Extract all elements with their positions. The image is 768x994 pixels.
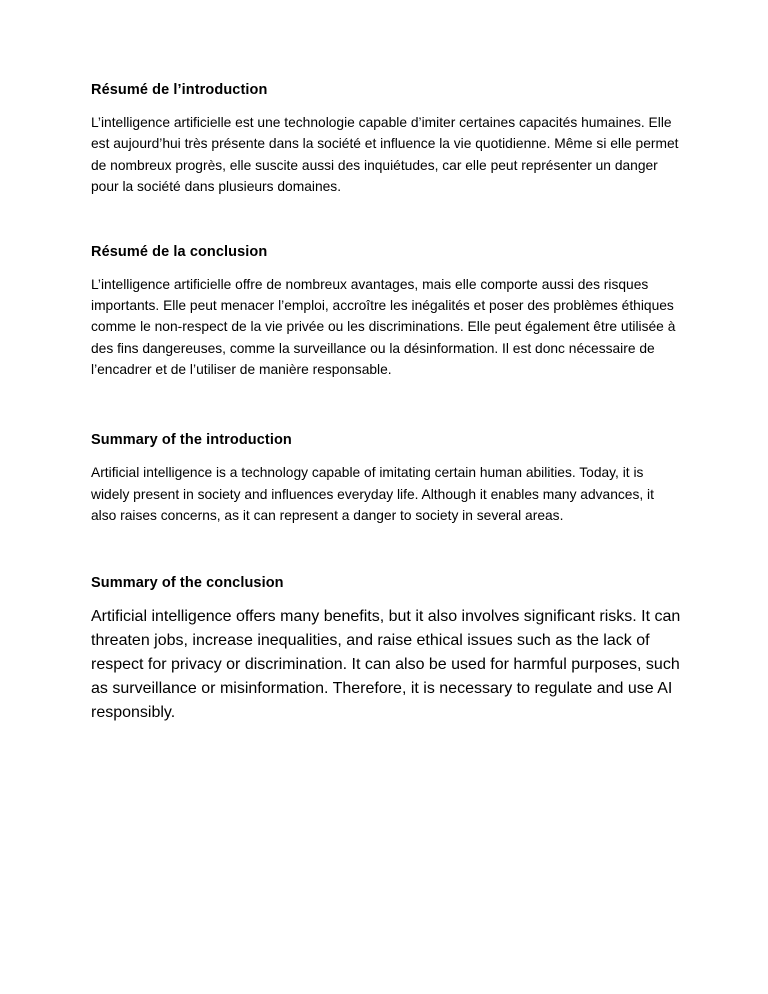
section-resume-introduction xyxy=(91,82,683,198)
paragraph: Artificial intelligence offers many benefits, but it also involves significant risks. It can threaten jobs, increase inequalities, and raise ethical issues such as the lack of respect for privacy or discrimination. It can also be used for harmful purposes, such as surveillance or misinformation. Therefore, it is necessary to regulate and use AI responsibly. xyxy=(91,607,681,721)
section-heading: Summary of the introduction xyxy=(91,432,292,449)
paragraph: L’intelligence artificielle offre de nombreux avantages, mais elle comporte aussi des risques importants. Elle peut menacer l’emploi, accroître les inégalités et poser des problèmes éthiques comme le non-respect de la vie privée ou les discriminations. Elle peut également être utilisée à des fins dangereuses, comme la surveillance ou la désinformation. Il est donc nécessaire de l’encadrer et de l’utiliser de manière responsable. xyxy=(91,276,676,377)
document-content xyxy=(91,82,683,771)
section-summary-conclusion xyxy=(91,575,683,725)
section-resume-conclusion xyxy=(91,244,683,381)
section-summary-introduction xyxy=(91,432,683,526)
paragraph: L’intelligence artificielle est une technologie capable d’imiter certaines capacités humaines. Elle est aujourd’hui très présente dans la société et influence la vie quotidienne. Même si elle permet de nombreux progrès, elle suscite aussi des inquiétudes, car elle peut représenter un danger pour la société dans plusieurs domaines. xyxy=(91,115,679,195)
section-heading: Résumé de la conclusion xyxy=(91,243,268,260)
section-heading: Résumé de l’introduction xyxy=(91,82,268,98)
section-heading: Summary of the conclusion xyxy=(91,574,284,591)
paragraph: Artificial intelligence is a technology capable of imitating certain human abilities. Today, it is widely present in society and influences everyday life. Although it enables many advances, it also raises concerns, as it can represent a danger to society in several areas. xyxy=(91,465,654,524)
